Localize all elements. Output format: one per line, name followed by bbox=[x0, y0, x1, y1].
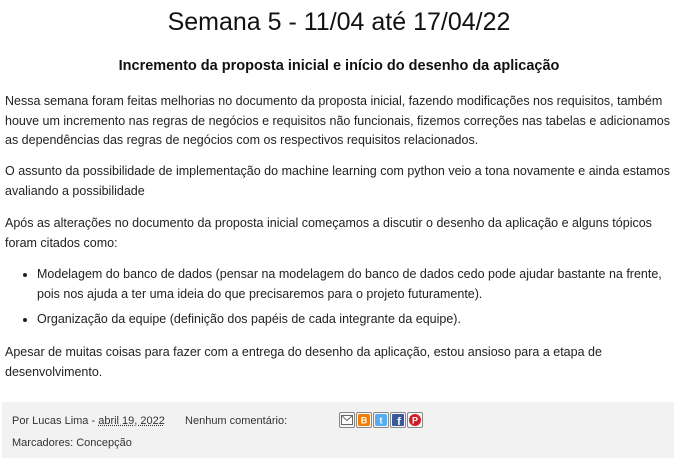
share-blogger-button[interactable] bbox=[356, 412, 372, 428]
topics-list bbox=[5, 265, 677, 336]
post-title: Semana 5 - 11/04 até 17/04/22 bbox=[167, 8, 511, 36]
post-meta bbox=[12, 411, 287, 431]
paragraph-1: Nessa semana foram feitas melhorias no documento da proposta inicial, fazendo modificações nos requisitos, também houve um incremento nas regras de negócios e requisitos não funcionais, fizemos correções nas tabelas e adicionamos as dependências das regras de negócios com os respectivos requisitos relacionados. bbox=[5, 94, 670, 147]
labels-prefix: Marcadores: bbox=[12, 437, 74, 449]
list-item: • Organização da equipe (definição dos papéis de cada integrante da equipe). bbox=[37, 310, 677, 330]
share-facebook-button[interactable] bbox=[390, 412, 406, 428]
twitter-icon bbox=[375, 414, 387, 426]
share-email-button[interactable] bbox=[339, 412, 355, 428]
post-footer bbox=[2, 402, 674, 458]
paragraph-4: Apesar de muitas coisas para fazer com a entrega do desenho da aplicação, estou ansioso para a etapa de desenvolvimento. bbox=[5, 345, 602, 379]
share-twitter-button[interactable] bbox=[373, 412, 389, 428]
pinterest-icon bbox=[409, 414, 421, 426]
paragraph-3: Após as alterações no documento da proposta inicial começamos a discutir o desenho da aplicação e alguns tópicos foram citados como: bbox=[5, 216, 652, 250]
paragraph-2: O assunto da possibilidade de implementação do machine learning com python veio a tona novamente e ainda estamos avaliando a possibilidade bbox=[5, 164, 670, 198]
author-label: Por Lucas Lima - bbox=[12, 415, 96, 427]
label-link[interactable]: Concepção bbox=[76, 437, 132, 449]
share-pinterest-button[interactable] bbox=[407, 412, 423, 428]
svg-text:t: t bbox=[379, 415, 383, 426]
comments-link[interactable]: Nenhum comentário: bbox=[185, 415, 288, 427]
post-subtitle: Incremento da proposta inicial e início do desenho da aplicação bbox=[118, 58, 560, 74]
svg-text:B: B bbox=[360, 415, 368, 426]
post-labels bbox=[12, 435, 132, 451]
list-item: • Modelagem do banco de dados (pensar na modelagem do banco de dados cedo pode ajudar bastante na frente, pois nos ajuda a ter uma ideia do que precisaremos para o projeto futuramente). bbox=[37, 265, 677, 304]
post-date-link[interactable]: abril 19, 2022 bbox=[98, 415, 165, 427]
svg-text:f: f bbox=[397, 416, 401, 426]
svg-text:P: P bbox=[411, 415, 419, 426]
email-icon bbox=[341, 415, 353, 425]
share-buttons bbox=[339, 412, 423, 428]
blogger-icon bbox=[358, 414, 370, 426]
facebook-icon bbox=[392, 414, 404, 426]
